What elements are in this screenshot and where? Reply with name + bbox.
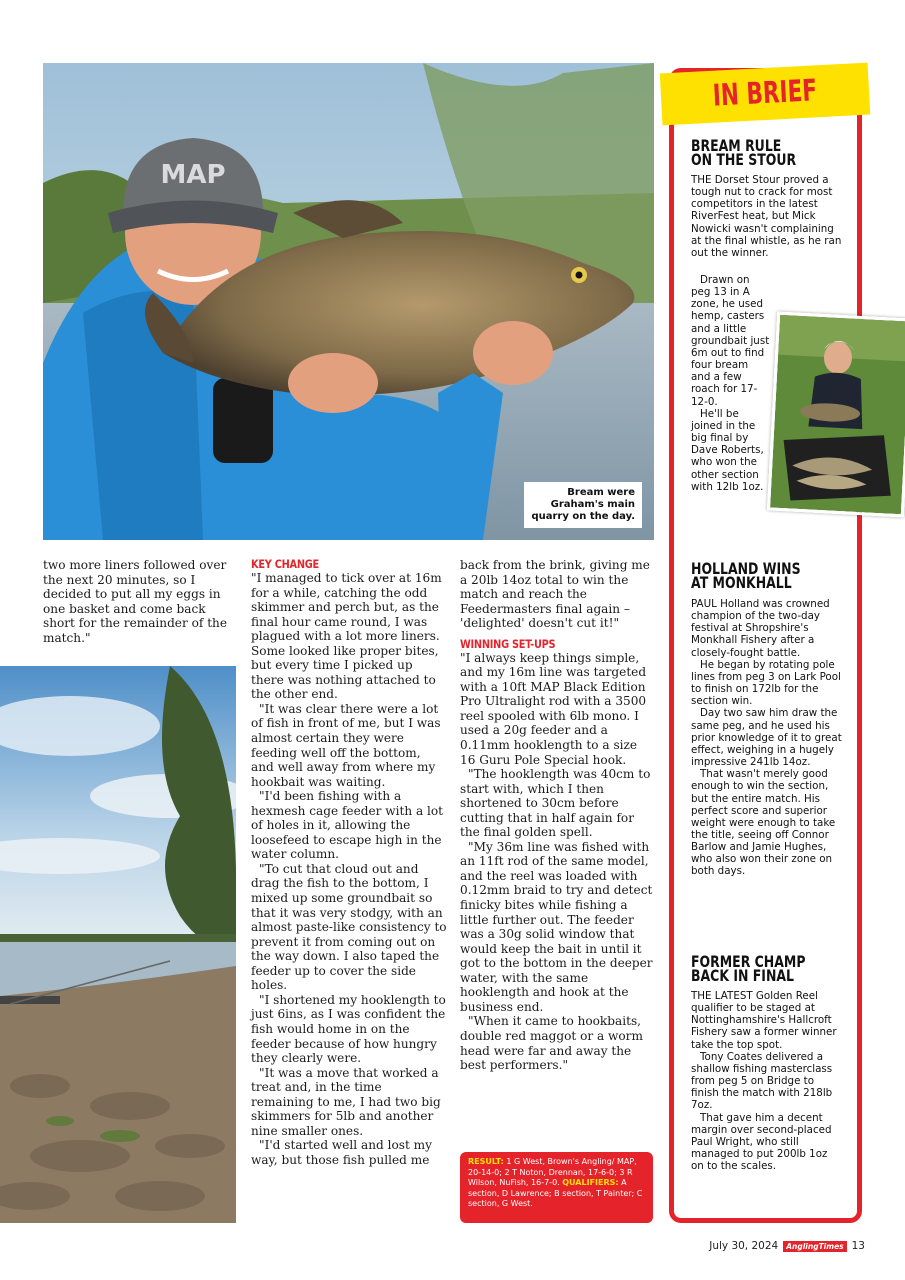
main-photo bbox=[43, 63, 654, 540]
subheading-key-change: KEY CHANGE bbox=[251, 557, 319, 571]
article-paragraph: "I managed to tick over at 16m for a while, catching the odd skimmer and perch but, as the final hour came round, I was plagued with a lot more liners. Some looked like proper bites, but every time I picked up there was nothing attached to the other end. bbox=[251, 571, 442, 702]
brief-story-2: PAUL Holland was crowned champion of the two-day festival at Shropshire's Monkhall Fishery after a closely-fought battle. He began by rotating pole lines from peg 3 on Lark Pool to finish on 172lb for the section win. Day two saw him draw the same peg, and he used his prior knowledge of it to great effect, weighing in a hugely impressive 241lb 14oz. That wasn't merely good enough to win the section, but the entire match. His perfect score and superior weight were enough to take the title, seeing off Connor Barlow and Jamie Hughes, who also won their zone on both days. bbox=[691, 598, 842, 878]
article-paragraph: "I always keep things simple, and my 16m line was targeted with a 10ft MAP Black Edition Pro Ultralight rod with a 3500 reel spooled with 6lb mono. I used a 20g feeder and a 0.11mm hooklength to a size 16 Guru Pole Special hook. bbox=[460, 650, 647, 767]
brief-story-3: THE LATEST Golden Reel qualifier to be staged at Nottinghamshire's Hallcroft Fishery saw a former winner take the top spot. Tony Coates delivered a shallow fishing masterclass from peg 5 on Bridge to finish the match with 218lb 7oz. That gave him a decent margin over second-placed Paul Wright, who still managed to put 200lb 1oz on to the scales. bbox=[691, 990, 837, 1173]
result-box: RESULT: 1 G West, Brown's Angling/ MAP, 20-14-0; 2 T Noton, Drennan, 17-6-0; 3 R Wilson, NuFish, 16-7-0. QUALIFIERS: A section, D Lawrence; B section, T Painter; C section, G West. bbox=[460, 1152, 653, 1223]
brief-heading-2: HOLLAND WINS AT MONKHALL bbox=[691, 559, 801, 592]
subheading-winning-setups: WINNING SET-UPS bbox=[460, 636, 556, 651]
article-column-1 bbox=[43, 558, 238, 645]
article-paragraph: back from the brink, giving me a 20lb 14oz total to win the match and reach the Feedermasters final again – 'delighted' doesn't cut it!" bbox=[460, 558, 650, 631]
article-paragraph: "It was a move that worked a treat and, in the time remaining to me, I had two big skimmers for 5lb and another nine smaller ones. bbox=[251, 1065, 441, 1138]
article-column-3 bbox=[460, 558, 656, 1073]
article-paragraph: "The hooklength was 40cm to start with, which I then shortened to 30cm before cutting that in half again for the final golden spell. bbox=[460, 767, 651, 840]
article-paragraph: "I'd started well and lost my way, but those fish pulled me bbox=[251, 1138, 432, 1167]
cap-logo: MAP bbox=[160, 160, 226, 190]
page-number: 13 bbox=[851, 1240, 865, 1252]
article-paragraph: "I'd been fishing with a hexmesh cage feeder with a lot of holes in it, allowing the loosefeed to escape high in the water column. bbox=[251, 789, 444, 862]
angler-with-catch-illustration bbox=[770, 315, 905, 515]
article-paragraph: "I shortened my hooklength to just 6ins, as I was confident the fish would home in on the feeder because of how hungry they clearly were. bbox=[251, 992, 446, 1066]
brief-story-1-body: Drawn on peg 13 in A zone, he used hemp, casters and a little groundbait just 6m out to find four bream and a few roach for 17-12-0. He'll be joined in the big final by Dave Roberts, who won the other section with 12lb 1oz. bbox=[691, 274, 770, 493]
brief-heading-1: BREAM RULE ON THE STOUR bbox=[691, 136, 797, 169]
article-paragraph: two more liners followed over the next 20 minutes, so I decided to put all my eggs in one basket and come back short for the remainder of the match." bbox=[43, 558, 227, 645]
angler-bream-illustration bbox=[43, 63, 654, 540]
article-column-2 bbox=[251, 558, 447, 1167]
lakeside-illustration bbox=[0, 666, 236, 1223]
in-brief-title: IN BRIEF bbox=[711, 73, 818, 114]
photo-caption: Bream were Graham's main quarry on the day. bbox=[524, 482, 642, 528]
article-paragraph: "When it came to hookbaits, double red maggot or a worm head were far and away the best performers." bbox=[460, 1014, 643, 1073]
article-paragraph: "It was clear there were a lot of fish in front of me, but I was almost certain they were feeding well off the bottom, and well away from where my hookbait was waiting. bbox=[251, 701, 441, 789]
page-footer bbox=[709, 1240, 865, 1252]
brief-heading-3: FORMER CHAMP BACK IN FINAL bbox=[691, 952, 806, 985]
brief-story-1-intro: THE Dorset Stour proved a tough nut to crack for most competitors in the latest RiverFest heat, but Mick Nowicki wasn't complaining at the final whistle, as he ran out the winner. bbox=[691, 174, 842, 259]
lakeside-photo bbox=[0, 666, 236, 1223]
article-paragraph: "To cut that cloud out and drag the fish to the bottom, I mixed up some groundbait so that it was very stodgy, with an almost paste-like consistency to prevent it from coming out on the way down. I also taped the feeder up to cover the side holes. bbox=[251, 861, 447, 993]
article-paragraph: "My 36m line was fished with an 11ft rod of the same model, and the reel was loaded with 0.12mm braid to try and detect finicky bites while fishing a little further out. The feeder was a 30g solid window that would keep the bait in until it got to the bottom in the deeper water, with the same hooklength and hook at the business end. bbox=[460, 839, 653, 1014]
issue-date: July 30, 2024 bbox=[709, 1240, 779, 1252]
winner-photo bbox=[767, 312, 905, 518]
brand-logo: AnglingTimes bbox=[783, 1241, 846, 1252]
